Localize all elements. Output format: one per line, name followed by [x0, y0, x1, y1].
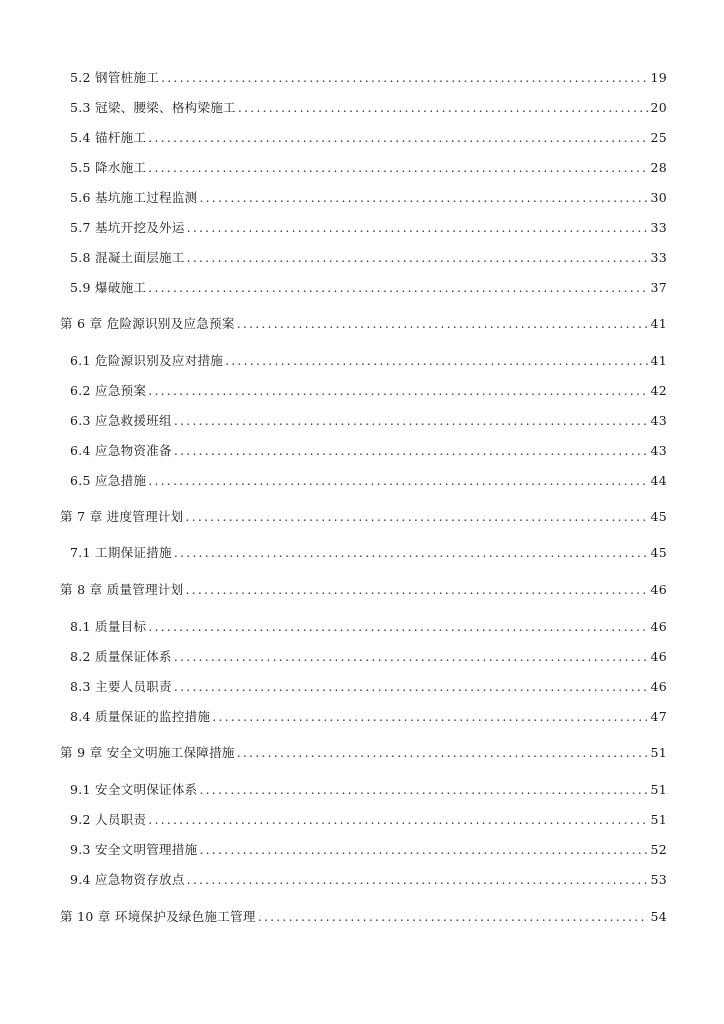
toc-entry[interactable]	[70, 100, 667, 116]
toc-page-number: 42	[650, 383, 667, 398]
toc-page-number: 45	[650, 509, 667, 524]
toc-dot-leader	[148, 130, 648, 146]
toc-entry[interactable]	[70, 70, 667, 86]
toc-entry-title: 6.3 应急救援班组	[70, 413, 172, 428]
toc-chapter-title: 第 8 章 质量管理计划	[60, 582, 184, 597]
toc-entry-title: 6.2 应急预案	[70, 383, 147, 398]
toc-dot-leader	[237, 745, 649, 761]
toc-page-number: 28	[650, 160, 667, 175]
toc-entry-title: 9.1 安全文明保证体系	[70, 782, 198, 797]
toc-page-number: 51	[650, 812, 667, 827]
toc-entry-title: 9.4 应急物资存放点	[70, 872, 185, 887]
toc-page-number: 47	[650, 709, 667, 724]
toc-page-number: 51	[650, 782, 667, 797]
toc-chapter-entry[interactable]	[60, 909, 667, 925]
toc-dot-leader	[161, 70, 648, 86]
toc-entry[interactable]	[70, 782, 667, 798]
toc-dot-leader	[187, 250, 649, 266]
toc-page-number: 52	[650, 842, 667, 857]
toc-entry[interactable]	[70, 130, 667, 146]
toc-dot-leader	[199, 842, 648, 858]
toc-page-number: 46	[650, 619, 667, 634]
toc-dot-leader	[212, 709, 648, 725]
toc-entry-title: 8.3 主要人员职责	[70, 679, 172, 694]
toc-entry-title: 5.5 降水施工	[70, 160, 147, 175]
toc-entry-title: 9.3 安全文明管理措施	[70, 842, 198, 857]
toc-page-number: 33	[650, 250, 667, 265]
toc-page-number: 44	[650, 473, 667, 488]
toc-entry-title: 5.4 锚杆施工	[70, 130, 147, 145]
toc-entry[interactable]	[70, 619, 667, 635]
toc-chapter-title: 第 7 章 进度管理计划	[60, 509, 184, 524]
toc-entry[interactable]	[70, 812, 667, 828]
toc-dot-leader	[174, 649, 649, 665]
toc-entry[interactable]	[70, 872, 667, 888]
toc-entry-title: 5.3 冠梁、腰梁、格构梁施工	[70, 100, 236, 115]
toc-entry-title: 8.1 质量目标	[70, 619, 147, 634]
toc-chapter-title: 第 9 章 安全文明施工保障措施	[60, 745, 235, 760]
toc-entry[interactable]	[70, 250, 667, 266]
toc-entry[interactable]	[70, 709, 667, 725]
toc-entry-title: 8.4 质量保证的监控措施	[70, 709, 211, 724]
toc-chapter-title: 第 10 章 环境保护及绿色施工管理	[60, 909, 256, 924]
toc-dot-leader	[187, 220, 649, 236]
toc-dot-leader	[185, 582, 648, 598]
toc-dot-leader	[174, 443, 649, 459]
toc-dot-leader	[237, 316, 649, 332]
toc-page-number: 51	[650, 745, 667, 760]
toc-dot-leader	[148, 383, 648, 399]
toc-entry-title: 6.4 应急物资准备	[70, 443, 172, 458]
toc-entry[interactable]	[70, 160, 667, 176]
toc-dot-leader	[148, 473, 648, 489]
toc-entry-title: 5.6 基坑施工过程监测	[70, 190, 198, 205]
toc-page-number: 43	[650, 413, 667, 428]
toc-dot-leader	[199, 782, 648, 798]
toc-entry[interactable]	[70, 679, 667, 695]
toc-dot-leader	[148, 812, 648, 828]
toc-entry[interactable]	[70, 443, 667, 459]
toc-dot-leader	[148, 280, 648, 296]
toc-entry[interactable]	[70, 220, 667, 236]
toc-entry[interactable]	[70, 280, 667, 296]
toc-page-number: 37	[650, 280, 667, 295]
toc-entry[interactable]	[70, 545, 667, 561]
toc-dot-leader	[258, 909, 649, 925]
toc-chapter-entry[interactable]	[60, 509, 667, 525]
toc-page-number: 19	[650, 70, 667, 85]
toc-dot-leader	[199, 190, 648, 206]
toc-entry[interactable]	[70, 413, 667, 429]
toc-page-number: 54	[650, 909, 667, 924]
toc-dot-leader	[148, 619, 648, 635]
toc-chapter-entry[interactable]	[60, 582, 667, 598]
toc-entry-title: 5.8 混凝土面层施工	[70, 250, 185, 265]
toc-entry[interactable]	[70, 383, 667, 399]
toc-entry-title: 6.5 应急措施	[70, 473, 147, 488]
toc-dot-leader	[238, 100, 649, 116]
toc-page-number: 25	[650, 130, 667, 145]
toc-dot-leader	[185, 509, 648, 525]
toc-dot-leader	[187, 872, 649, 888]
toc-dot-leader	[225, 353, 648, 369]
toc-page-number: 43	[650, 443, 667, 458]
toc-chapter-title: 第 6 章 危险源识别及应急预案	[60, 316, 235, 331]
toc-dot-leader	[174, 545, 649, 561]
toc-dot-leader	[174, 413, 649, 429]
toc-page-number: 46	[650, 582, 667, 597]
toc-entry-title: 5.7 基坑开挖及外运	[70, 220, 185, 235]
toc-page-number: 20	[650, 100, 667, 115]
toc-page-number: 33	[650, 220, 667, 235]
toc-entry-title: 8.2 质量保证体系	[70, 649, 172, 664]
toc-entry-title: 6.1 危险源识别及应对措施	[70, 353, 224, 368]
toc-page-number: 30	[650, 190, 667, 205]
toc-entry[interactable]	[70, 649, 667, 665]
toc-entry[interactable]	[70, 353, 667, 369]
toc-chapter-entry[interactable]	[60, 316, 667, 332]
toc-entry-title: 9.2 人员职责	[70, 812, 147, 827]
toc-chapter-entry[interactable]	[60, 745, 667, 761]
toc-page-number: 46	[650, 679, 667, 694]
toc-dot-leader	[148, 160, 648, 176]
toc-entry[interactable]	[70, 473, 667, 489]
toc-entry-title: 7.1 工期保证措施	[70, 545, 172, 560]
toc-entry-title: 5.9 爆破施工	[70, 280, 147, 295]
toc-page-number: 46	[650, 649, 667, 664]
toc-page-number: 41	[650, 316, 667, 331]
toc-page-number: 53	[650, 872, 667, 887]
toc-page-number: 45	[650, 545, 667, 560]
toc-dot-leader	[174, 679, 649, 695]
toc-entry-title: 5.2 钢管桩施工	[70, 70, 160, 85]
toc-entry[interactable]	[70, 190, 667, 206]
toc-entry[interactable]	[70, 842, 667, 858]
toc-page-number: 41	[650, 353, 667, 368]
